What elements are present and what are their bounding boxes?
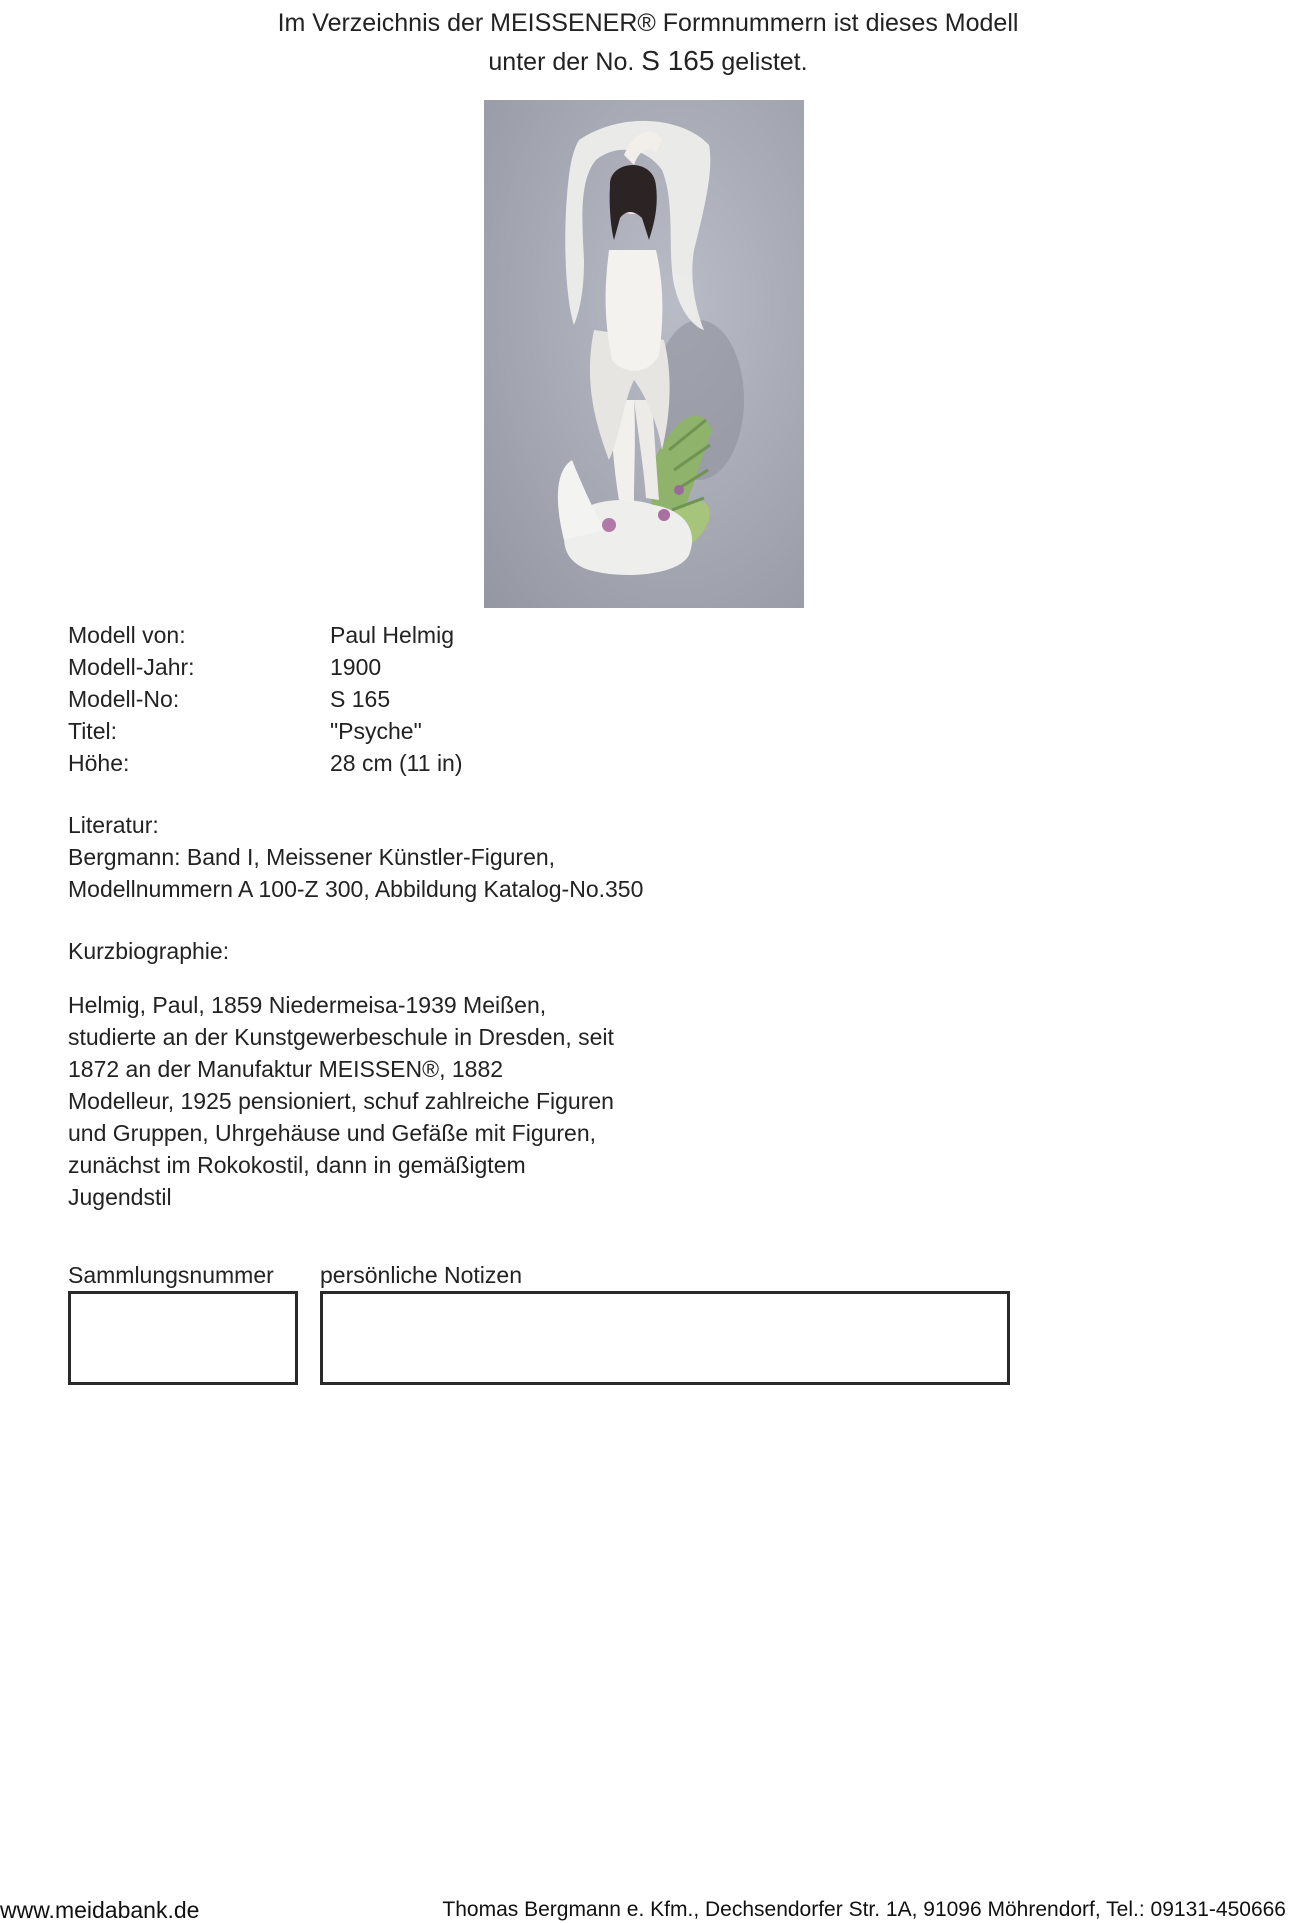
biography-heading: Kurzbiographie: [68,938,230,964]
detail-label: Modell-No: [68,686,180,712]
model-number-highlight: S 165 [641,45,715,76]
literature-section [68,809,643,905]
detail-label: Modell-Jahr: [68,654,195,680]
footer-website-link[interactable]: www.meidabank.de [0,1897,200,1923]
detail-value: 1900 [330,654,382,680]
detail-label: Höhe: [68,750,130,776]
literature-heading: Literatur: [68,812,159,838]
header-line-2-prefix: unter der No. [488,48,635,76]
literature-line: Modellnummern A 100-Z 300, Abbildung Katalog-No.350 [68,876,644,902]
detail-value: S 165 [330,686,391,712]
porcelain-figure-illustration [484,100,804,608]
biography-line: und Gruppen, Uhrgehäuse und Gefäße mit Figuren, [68,1120,597,1146]
header-line-2 [0,42,1296,81]
biography-line: 1872 an der Manufaktur MEISSEN®, 1882 [68,1056,504,1082]
biography-line: Modelleur, 1925 pensioniert, schuf zahlreiche Figuren [68,1088,614,1114]
biography-line: zunächst im Rokokostil, dann in gemäßigtem [68,1152,526,1178]
footer-address: Thomas Bergmann e. Kfm., Dechsendorfer Str. 1A, 91096 Möhrendorf, Tel.: 09131-450666 [442,1898,1286,1921]
detail-value: 28 cm (11 in) [330,750,463,776]
header-line-1: Im Verzeichnis der MEISSENER® Formnummern ist dieses Modell [277,9,1019,37]
collection-number-field[interactable] [68,1291,298,1385]
biography-line: Helmig, Paul, 1859 Niedermeisa-1939 Meißen, [68,992,547,1018]
biography-line: Jugendstil [68,1184,172,1210]
detail-label: Titel: [68,718,117,744]
detail-value: Paul Helmig [330,622,454,648]
detail-label: Modell von: [68,622,186,648]
literature-line: Bergmann: Band I, Meissener Künstler-Figuren, [68,844,556,870]
header-line-2-suffix: gelistet. [721,48,808,76]
figurine-photo [484,100,804,608]
biography-text [68,989,648,1213]
collection-number-label: Sammlungsnummer [68,1262,274,1288]
personal-notes-label: persönliche Notizen [320,1262,523,1288]
header [0,4,1296,81]
detail-value: "Psyche" [330,718,422,744]
biography-line: studierte an der Kunstgewerbeschule in Dresden, seit [68,1024,614,1050]
personal-notes-field[interactable] [320,1291,1010,1385]
